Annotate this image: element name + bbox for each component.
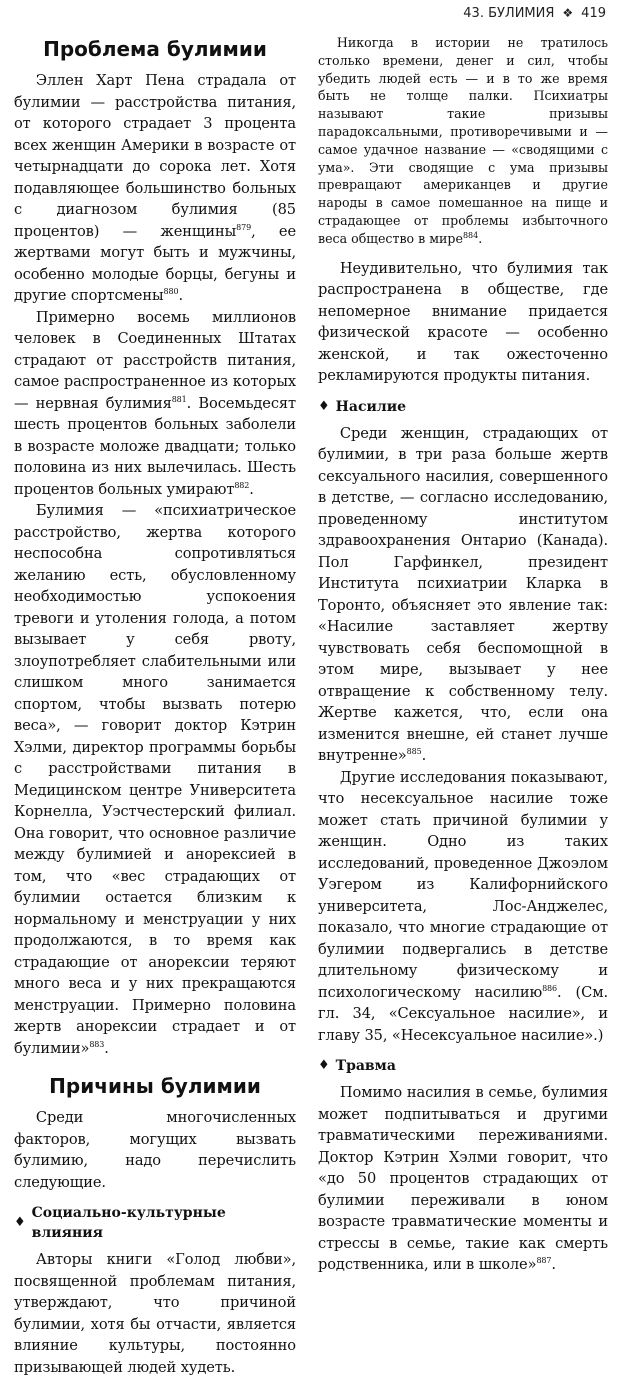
- running-head: [463, 2, 606, 24]
- paragraph: Булимия — «психиатрическое расстройство, жертва которого неспособна сопротивляться желанию есть, обусловленному необходимостью успокоения тревоги и утоления голода, а потом вызывает у себя рвоту, злоупотребляет слабительными или слишком много занимается спортом, чтобы вызвать потерю веса», — говорит доктор Кэтрин Хэлми, директор программы борьбы с расстройствами питания в Медицинском центре Университета Корнелла, Уэстчестерский филиал. Она говорит, что основное различие между булимией и анорексией в том, что «вес страдающих от булимии остается близким к нормальному и менструации у них продолжаются, в то время как страдающие от анорексии теряют много веса и у них прекращаются менструации. Примерно половина жертв анорексии страдает и от булимии»$^{883}$.: [14, 502, 296, 1057]
- footnote-ref: 881: [171, 394, 187, 404]
- subheading-violence: ♦ Насилие: [318, 398, 407, 415]
- footnote-ref: 883: [89, 1039, 105, 1049]
- paragraph: Помимо насилия в семье, булимия может подпитываться и другими травматическими переживаниями. Доктор Кэтрин Хэлми говорит, что «до 50 процентов страдающих от булимии переживали в юном возрасте травматические моменты и стрессы в семье, такие как смерть родственника, или в школе»$^{887}$.: [318, 1084, 608, 1274]
- footnote-ref: 880: [163, 287, 179, 297]
- subheading-trauma: ♦ Травма: [318, 1058, 396, 1075]
- paragraph: Примерно восемь миллионов человек в Соединенных Штатах страдают от расстройств питания, самое распространенное из которых — нервная булимия$^{881}$. Восемьдесят шесть процентов больных заболели в возрасте моложе двадцати; только половина из них вылечилась. Шесть процентов больных умирают$^{882}$.: [14, 308, 296, 498]
- diamond-ornament-icon: ❖: [562, 6, 574, 20]
- section-title-problem: Проблема булимии: [43, 37, 267, 61]
- left-column: [14, 34, 296, 1378]
- right-column: [318, 34, 608, 1276]
- paragraph: Эллен Харт Пена страдала от булимии — расстройства питания, от которого страдает 3 процента всех женщин Америки в возрасте от четырнадцати до сорока лет. Хотя подавляющее большинство больных с диагнозом булимия (85 процентов) — женщины$^{879}$, ее жертвами могут быть и мужчины, особенно молодые борцы, бегуны и другие спортсмены$^{880}$.: [14, 72, 297, 304]
- diamond-bullet-icon: ♦: [318, 1058, 330, 1074]
- footnote-ref: 885: [406, 747, 422, 757]
- footnote-ref: 884: [462, 230, 479, 240]
- footnote-ref: 886: [542, 983, 558, 993]
- diamond-bullet-icon: ♦: [318, 398, 330, 414]
- diamond-bullet-icon: ♦: [14, 1215, 26, 1230]
- paragraph: Среди женщин, страдающих от булимии, в три раза больше жертв сексуального насилия, совершенного в детстве, — согласно исследованию, проведенному институтом здравоохранения Онтарио (Канада). Пол Гарфинкел, президент Института психиатрии Кларка в Торонто, объясняет это явление так: «Насилие заставляет жертву чувствовать себя беспомощной в этом мире, вызывает у нее отвращение к собственному телу. Жертве кажется, что, если она изменится внешне, ей станет лучше внутренне»$^{885}$.: [318, 424, 608, 765]
- chapter-title: 43. БУЛИМИЯ: [463, 5, 555, 21]
- footnote-ref: 879: [236, 222, 252, 232]
- subheading-sociocultural: ♦ Социально-культурные влияния: [14, 1205, 226, 1241]
- paragraph: Среди многочисленных факторов, могущих вызвать булимию, надо перечислить следующие.: [14, 1109, 296, 1191]
- paragraph: Другие исследования показывают, что несексуальное насилие тоже может стать причиной булимии у женщин. Одно из таких исследований, проведенное Джоэлом Уэгером из Калифорнийского университета, Лос-Анджелес, показало, что многие страдающие от булимии подвергались в детстве длительному физическому и психологическому насилию$^{886}$. (См. гл. 34, «Сексуальное насилие», и главу 35, «Несексуальное насилие».): [318, 768, 608, 1044]
- paragraph: Авторы книги «Голод любви», посвященной проблемам питания, утверждают, что причиной булимии, хотя бы отчасти, является влияние культуры, постоянно призывающей людей худеть.: [14, 1251, 296, 1376]
- paragraph: Неудивительно, что булимия так распространена в обществе, где непомерное внимание придается физической красоте — особенно женской, и так ожесточенно рекламируются продукты питания.: [318, 259, 608, 385]
- footnote-ref: 887: [536, 1256, 552, 1266]
- footnote-ref: 882: [234, 480, 250, 490]
- block-quote: Никогда в истории не тратилось столько времени, денег и сил, чтобы убедить людей есть — и в то же время быть не толще палки. Психиатры называют такие призывы парадоксальными, противоречивыми и — самое удачное название — «сводящими с ума». Эти сводящие с ума призывы превращают американцев и другие народы в самое помешанное на пище и страдающее от проблемы избыточного веса общество в мире$^{884}$.: [318, 35, 608, 246]
- page-number: 419: [581, 5, 606, 21]
- section-title-causes: Причины булимии: [49, 1074, 261, 1098]
